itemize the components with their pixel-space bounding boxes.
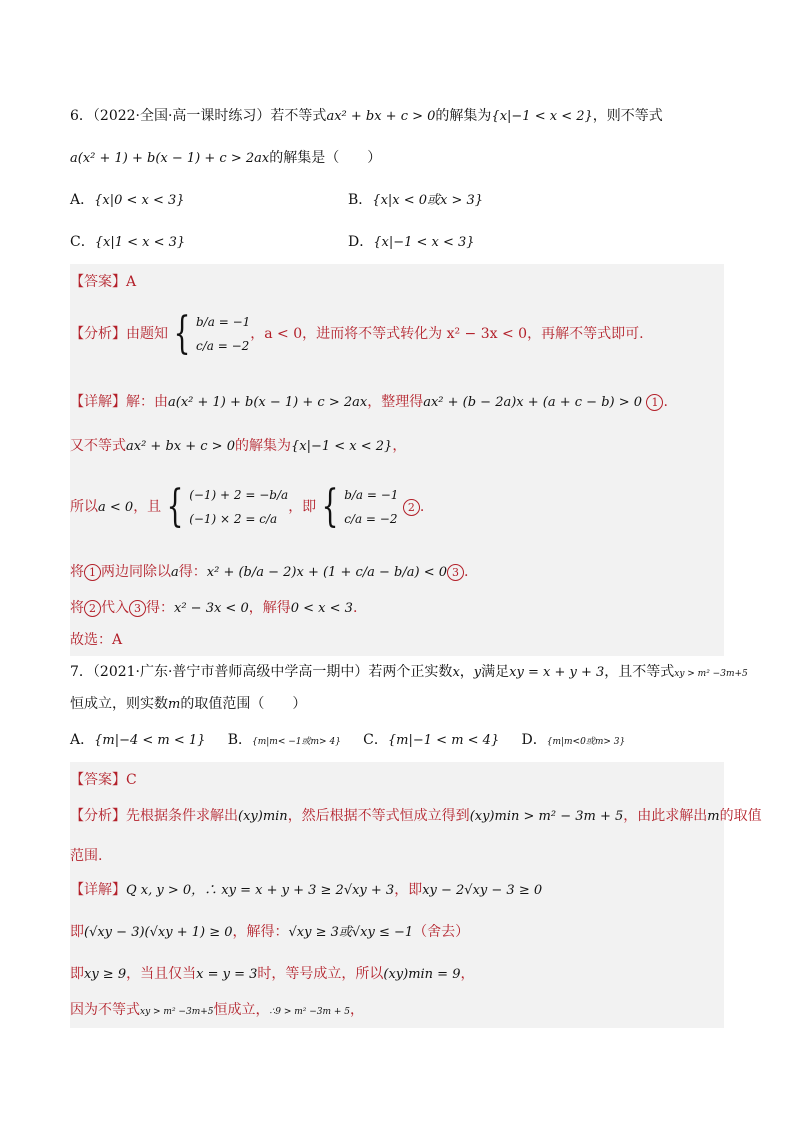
math: (xy)min [238, 809, 288, 824]
text: 先根据条件求解出 [126, 808, 238, 824]
text: ， [459, 664, 474, 680]
option-value: {m|m<0或m> 3} [546, 737, 626, 747]
option-label: B． [227, 732, 253, 748]
text: 的取值范围（ ） [180, 696, 307, 712]
math: xy − 2√xy − 3 ≥ 0 [422, 883, 543, 898]
q6-detail-system2 [344, 483, 398, 531]
math: x² − 3x < 0 [174, 601, 249, 616]
q6-stem-line1 [70, 106, 663, 127]
circle-number-2: 2 [403, 499, 420, 516]
text: ，由此求解出 [623, 808, 708, 824]
q7-detail-line3 [70, 964, 474, 985]
text: ，解得： [232, 924, 289, 940]
q6-analysis [70, 306, 644, 362]
text: . [663, 394, 668, 410]
math: m [707, 809, 720, 824]
math: {x|−1 < x < 2} [290, 439, 393, 454]
circle-number-1: 1 [84, 564, 101, 581]
q6-detail-line3 [70, 474, 424, 541]
text: 因为不等式 [70, 1002, 140, 1018]
q7-answer: 【答案】C [70, 772, 137, 788]
q6-detail-line2 [70, 436, 406, 457]
text: . [419, 499, 425, 515]
q7-detail-line1 [70, 880, 542, 901]
text: 两边同除以 [101, 564, 171, 580]
text: ，即 [288, 499, 317, 515]
q7-option-a [70, 732, 205, 748]
q7-analysis-line2: 范围. [70, 848, 103, 864]
text: 得： [178, 564, 207, 580]
option-value: {x|0 < x < 3} [94, 193, 185, 208]
option-label: D． [348, 234, 374, 250]
math: xy > m² −3m+5 [674, 669, 748, 679]
math: a [171, 565, 179, 580]
math: x² + (b/a − 2)x + (1 + c/a − b/a) < 0 [206, 565, 447, 580]
q7-stem-line2 [70, 694, 306, 715]
text: 的取值 [719, 808, 762, 824]
option-value: {m|−4 < m < 1} [94, 733, 206, 748]
math: ax² + (b − 2a)x + (a + c − b) > 0 [423, 395, 643, 410]
text: 所以 [70, 499, 98, 515]
option-label: A． [70, 732, 95, 748]
system-row: b/a = −1 [196, 315, 251, 329]
option-label: C． [363, 732, 388, 748]
text: 得： [146, 600, 174, 616]
text: 恒成立，则实数 [70, 696, 168, 712]
q6-stem-line2-math: a(x² + 1) + b(x − 1) + c > 2ax [70, 151, 270, 166]
text: 将 [70, 564, 84, 580]
brace-icon: { [166, 481, 184, 532]
math: 0 < x < 3 [290, 601, 353, 616]
q7-option-d [521, 732, 625, 748]
q6-option-c [70, 232, 185, 253]
q7-option-b [228, 732, 341, 748]
q6-analysis-text2: ，a < 0，进而将不等式转化为 x² − 3x < 0，再解不等式即可. [250, 326, 644, 342]
q6-analysis-text1: 由题知 [126, 326, 168, 342]
text: 即 [70, 924, 84, 940]
text: 代入 [101, 600, 129, 616]
q7-detail-label: 【详解】 [70, 882, 126, 898]
q6-detail-system1 [189, 483, 288, 531]
q6-stem-a: 6．（2022·全国·高一课时练习）若不等式 [70, 108, 327, 124]
math: xy > m² −3m+5 [140, 1007, 214, 1017]
system-row: (−1) + 2 = −b/a [189, 488, 289, 502]
system-row: c/a = −2 [344, 512, 398, 526]
circle-number-3: 3 [447, 564, 464, 581]
q7-options [70, 730, 625, 752]
text: . [464, 564, 469, 580]
math: (xy)min = 9 [383, 967, 461, 982]
option-value: {x|1 < x < 3} [94, 235, 186, 250]
text: 的解集为 [234, 438, 291, 454]
text: ，整理得 [367, 394, 424, 410]
text: 时，等号成立，所以 [257, 966, 384, 982]
math: xy = x + y + 3 [509, 665, 605, 680]
q7-stem-line1 [70, 662, 748, 684]
text: 解：由 [126, 394, 168, 410]
brace-icon: { [173, 308, 191, 359]
q6-detail-label: 【详解】 [70, 394, 126, 410]
math: ∴9 > m² −3m + 5 [269, 1007, 351, 1017]
text: 7．（2021·广东·普宁市普师高级中学高一期中）若两个正实数 [70, 664, 453, 680]
text: （舍去） [413, 924, 470, 940]
text: 即 [70, 966, 84, 982]
q6-analysis-system [196, 310, 250, 358]
q6-stem-ineq: ax² + bx + c > 0 [326, 109, 436, 124]
q6-answer: 【答案】A [70, 274, 137, 290]
option-value: {m|−1 < m < 4} [387, 733, 500, 748]
q7-analysis-line1 [70, 806, 762, 827]
q6-stem-b: 的解集为 [435, 108, 492, 124]
circle-number-1: 1 [646, 394, 663, 411]
option-label: C． [70, 234, 95, 250]
system-row: (−1) × 2 = c/a [189, 512, 278, 526]
option-value: {x|−1 < x < 3} [373, 235, 475, 250]
q6-option-a [70, 190, 185, 211]
math: √xy ≥ 3或√xy ≤ −1 [288, 925, 414, 940]
brace-icon: { [321, 481, 339, 532]
circle-number-2: 2 [84, 600, 101, 617]
math: a(x² + 1) + b(x − 1) + c > 2ax [168, 395, 368, 410]
text: 满足 [481, 664, 510, 680]
q6-stem-set: {x|−1 < x < 2} [491, 109, 593, 124]
math: ax² + bx + c > 0 [126, 439, 235, 454]
option-label: D． [521, 732, 547, 748]
text: ， [350, 1002, 365, 1018]
math: xy ≥ 9 [84, 967, 127, 982]
q6-option-b [348, 190, 483, 211]
option-label: A． [70, 192, 95, 208]
q6-detail-line4 [70, 562, 468, 583]
q7-analysis-label: 【分析】 [70, 808, 126, 824]
circle-number-3: 3 [129, 600, 146, 617]
option-value: {x|x < 0或x > 3} [372, 193, 484, 208]
q7-detail-line2 [70, 922, 469, 943]
math: (xy)min > m² − 3m + 5 [469, 809, 624, 824]
q6-option-d [348, 232, 475, 253]
math: m [168, 697, 181, 712]
text: ，解得 [248, 600, 291, 616]
text: ，且 [133, 499, 162, 515]
math: x = y = 3 [196, 967, 258, 982]
math: a < 0 [98, 500, 134, 515]
math: (√xy − 3)(√xy + 1) ≥ 0 [84, 925, 233, 940]
option-label: B． [348, 192, 373, 208]
q7-detail-line4 [70, 1000, 364, 1022]
q6-detail-line1 [70, 392, 668, 413]
q6-analysis-label: 【分析】 [70, 326, 126, 342]
q6-stem-line2 [70, 148, 381, 169]
text: ， [460, 966, 475, 982]
math: x [452, 665, 460, 680]
q7-option-c [363, 732, 499, 748]
text: . [352, 600, 358, 616]
math: Q x, y > 0，∴ xy = x + y + 3 ≥ 2√xy + 3 [126, 883, 395, 898]
math: y [473, 665, 482, 680]
system-row: b/a = −1 [344, 488, 399, 502]
text: 恒成立， [213, 1002, 270, 1018]
text: ，然后根据不等式恒成立得到 [287, 808, 470, 824]
option-value: {m|m< −1或m> 4} [252, 737, 341, 747]
text: ，即 [394, 882, 423, 898]
q6-stem-c: ，则不等式 [592, 108, 663, 124]
text: ，当且仅当 [126, 966, 197, 982]
q6-conclusion: 故选：A [70, 632, 123, 648]
q6-stem-line2-text: 的解集是（ ） [269, 150, 382, 166]
text: ， [392, 438, 407, 454]
text: 又不等式 [70, 438, 126, 454]
system-row: c/a = −2 [196, 339, 250, 353]
text: 将 [70, 600, 84, 616]
q6-detail-line5 [70, 598, 357, 619]
text: ，且不等式 [604, 664, 675, 680]
